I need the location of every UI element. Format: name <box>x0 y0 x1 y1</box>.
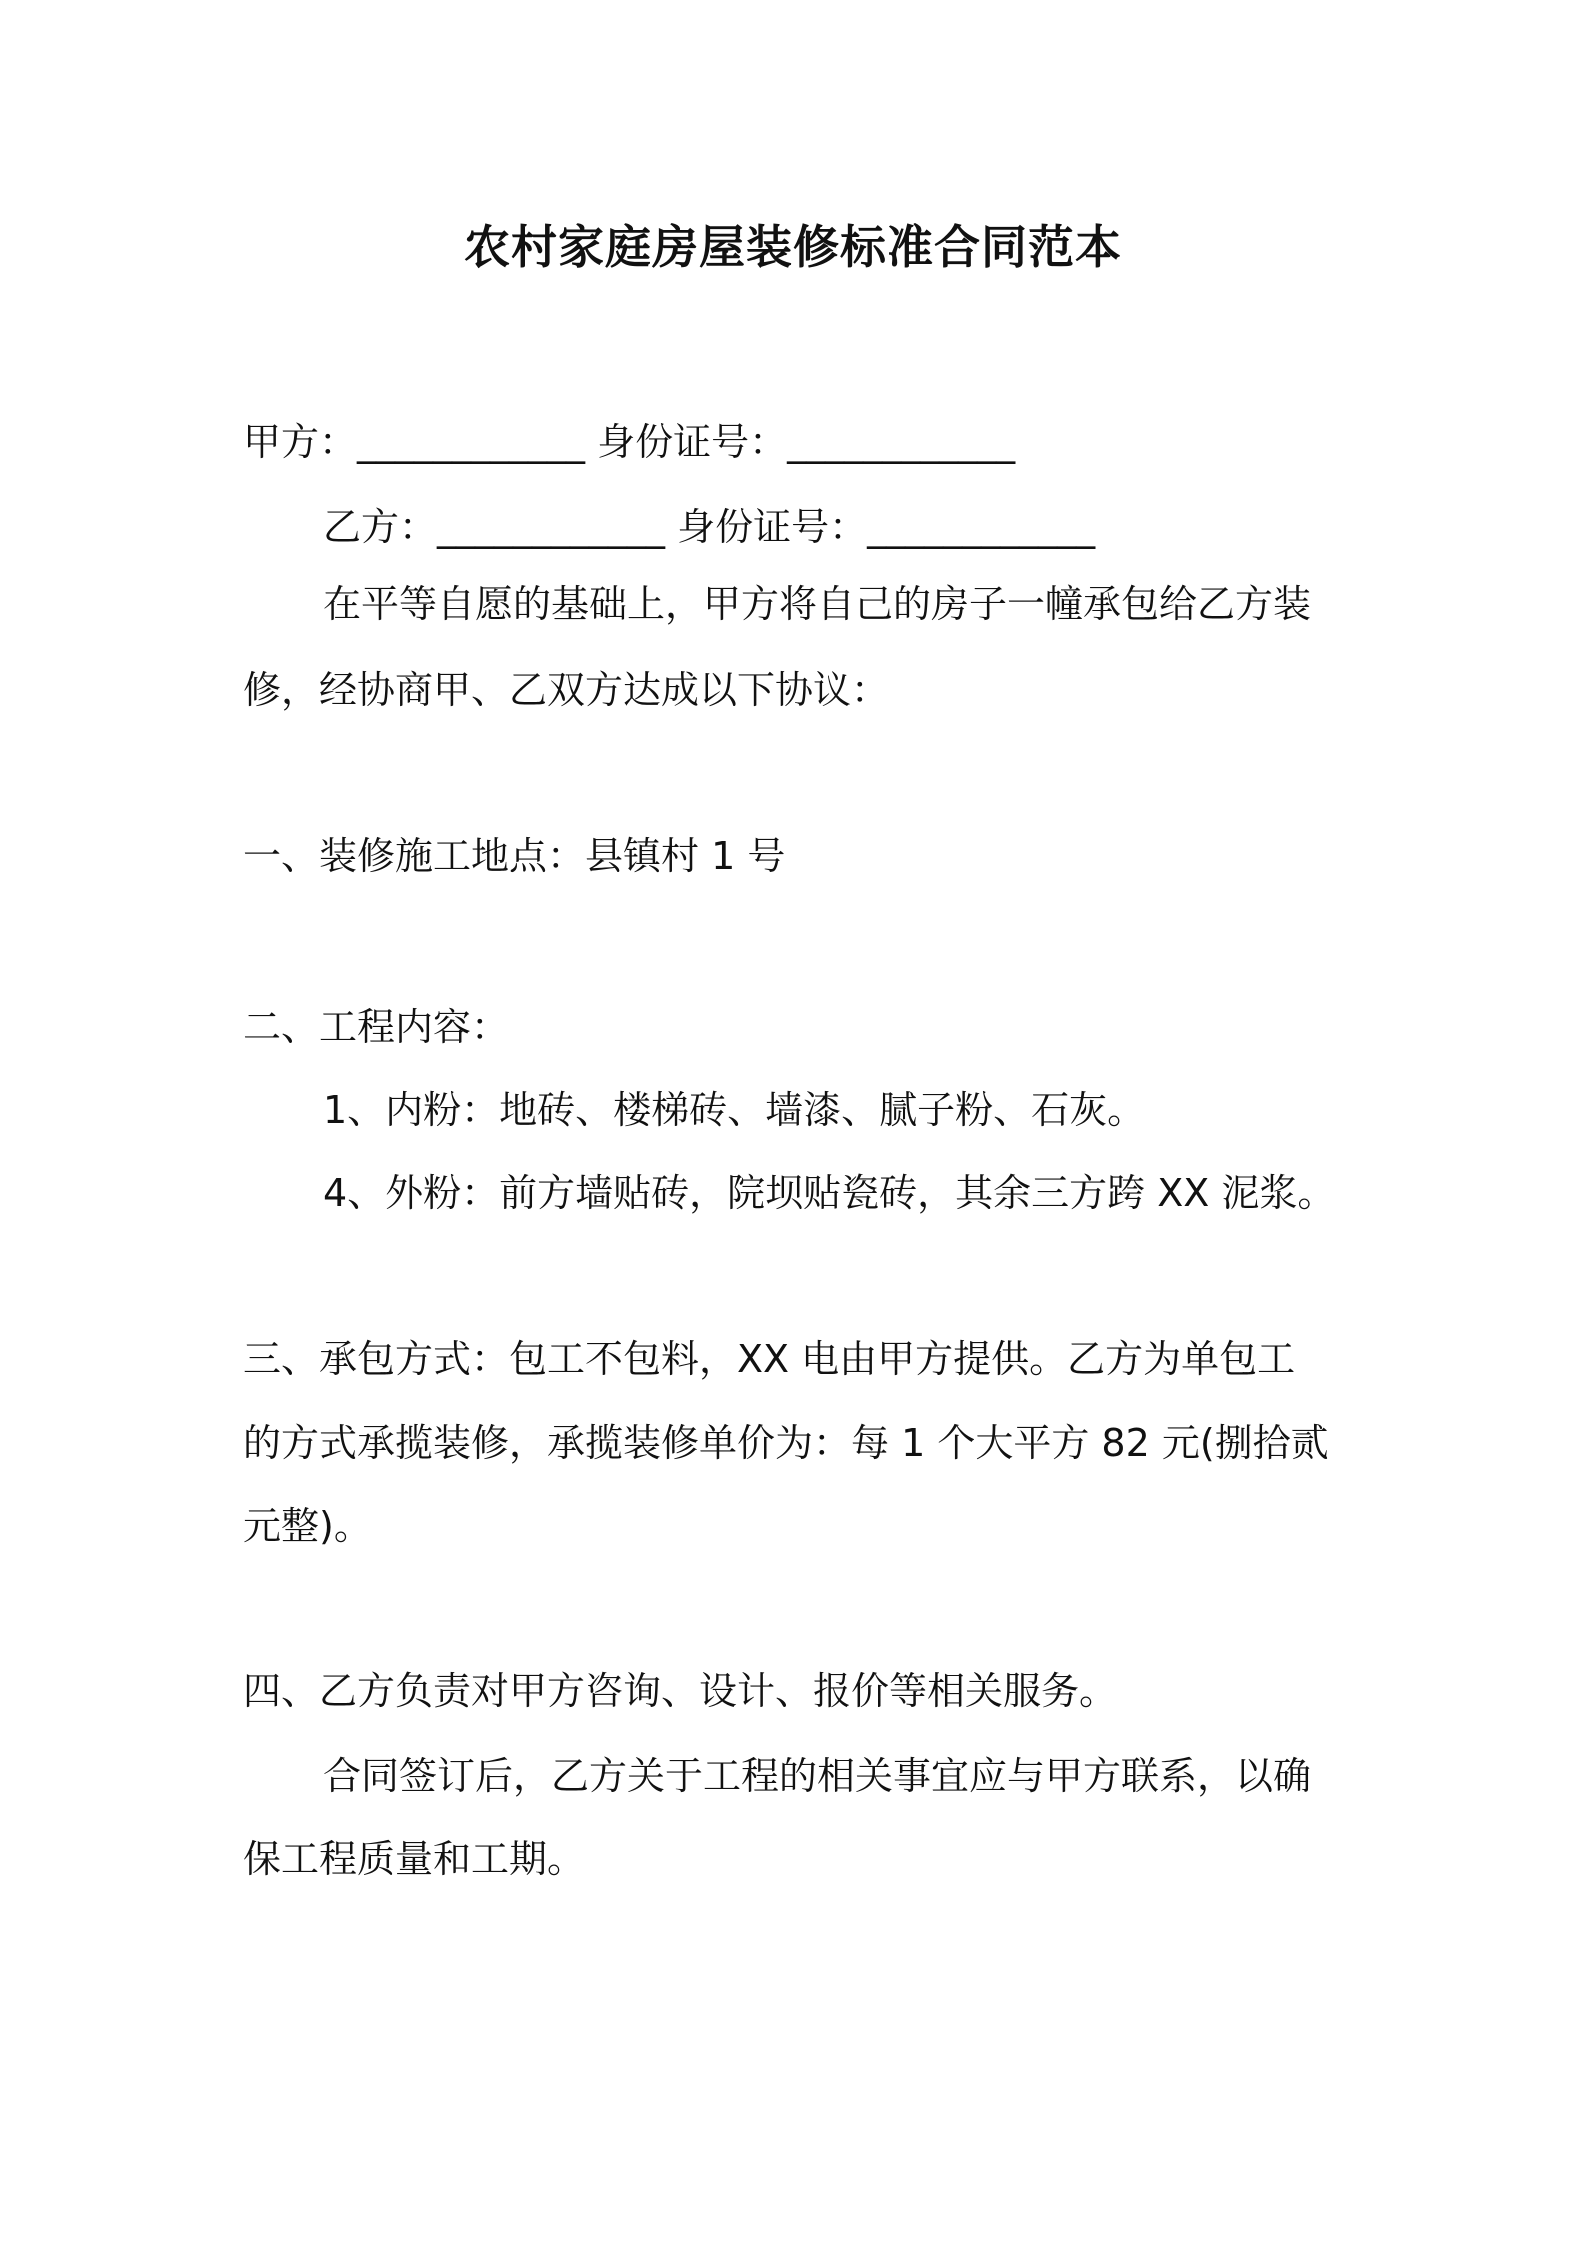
party-b-line: 乙方：____________ 身份证号：____________ <box>323 505 1096 549</box>
section-3-line-1: 三、承包方式：包工不包料，XX 电由甲方提供。乙方为单包工 <box>243 1337 1296 1381</box>
party-a-line: 甲方：____________ 身份证号：____________ <box>243 420 1016 464</box>
section-2-heading: 二、工程内容： <box>243 1005 510 1049</box>
section-1-location: 一、装修施工地点：县镇村 1 号 <box>243 834 786 878</box>
section-3-line-2: 的方式承揽装修，承揽装修单价为：每 1 个大平方 82 元(捌拾贰 <box>243 1421 1329 1465</box>
section-4-paragraph-line-1: 合同签订后，乙方关于工程的相关事宜应与甲方联系，以确 <box>323 1754 1312 1798</box>
section-4-paragraph-line-2: 保工程质量和工期。 <box>243 1837 586 1881</box>
section-2-item-2: 4、外粉：前方墙贴砖，院坝贴瓷砖，其余三方跨 XX 泥浆。 <box>323 1171 1336 1215</box>
section-4-line-1: 四、乙方负责对甲方咨询、设计、报价等相关服务。 <box>243 1669 1118 1713</box>
section-3-line-3: 元整)。 <box>243 1504 372 1548</box>
preamble-line-1: 在平等自愿的基础上，甲方将自己的房子一幢承包给乙方装 <box>323 582 1312 626</box>
preamble-line-2: 修，经协商甲、乙双方达成以下协议： <box>243 668 890 712</box>
document-title: 农村家庭房屋装修标准合同范本 <box>464 220 1122 274</box>
section-2-item-1: 1、内粉：地砖、楼梯砖、墙漆、腻子粉、石灰。 <box>323 1088 1146 1132</box>
